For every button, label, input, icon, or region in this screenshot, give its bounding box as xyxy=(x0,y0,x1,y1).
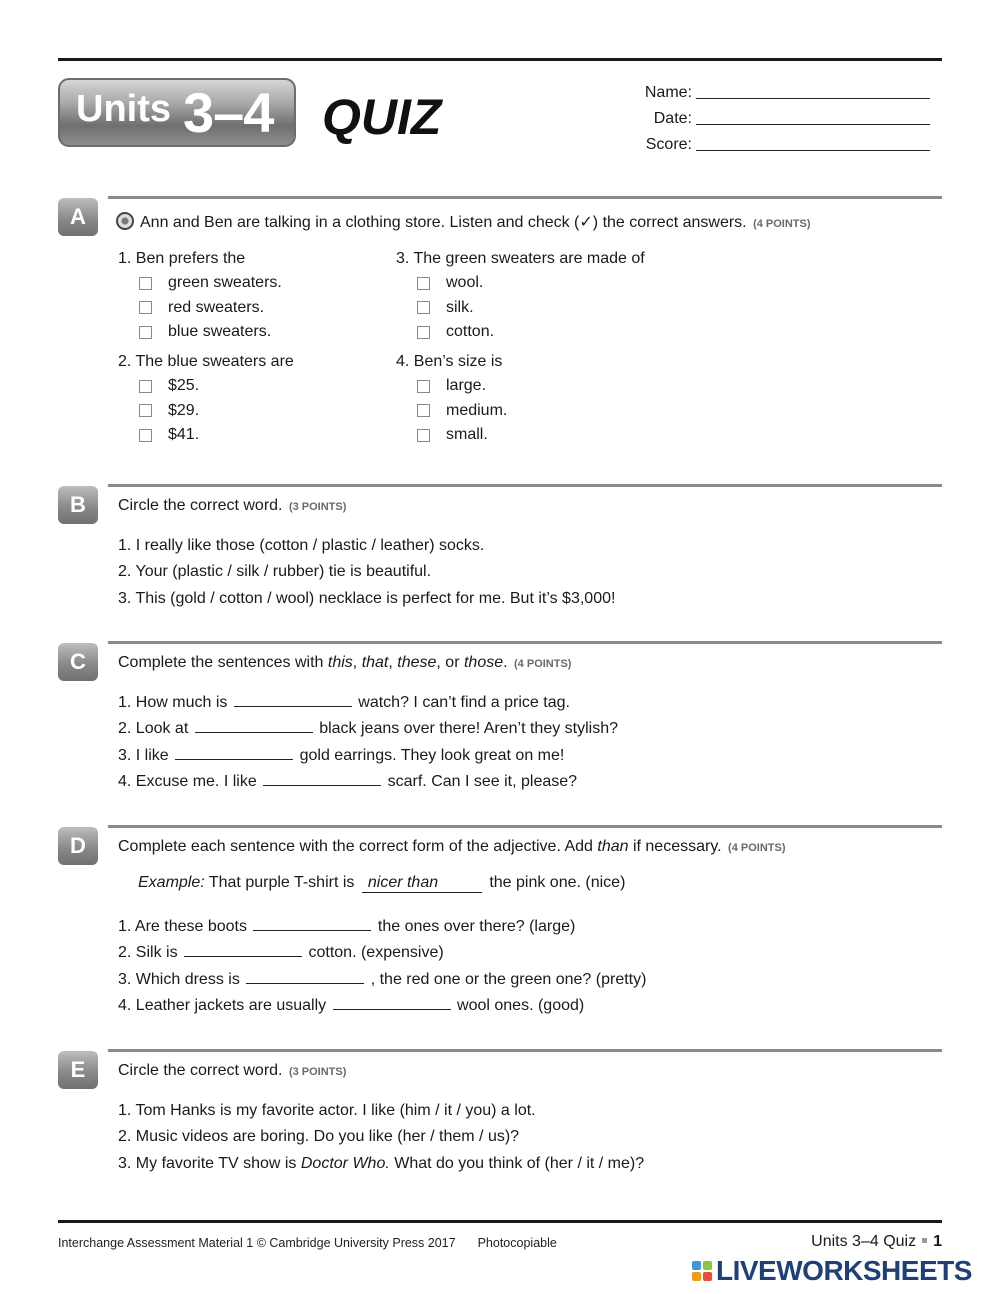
section-e-points: (3 POINTS) xyxy=(288,1066,347,1078)
question-a2 xyxy=(118,350,294,448)
instruction-text: Complete each sentence with the correct form of the adjective. Add xyxy=(118,838,598,855)
section-d-badge: D xyxy=(58,827,98,865)
item-text: watch? I can’t find a price tag. xyxy=(358,694,570,711)
example-text: the pink one. (nice) xyxy=(489,874,626,891)
section-c-items xyxy=(118,690,618,795)
section-d xyxy=(58,825,942,1025)
checkbox-icon[interactable] xyxy=(139,380,152,393)
section-a-rule xyxy=(108,196,942,199)
footer-copyright xyxy=(58,1236,557,1250)
section-b-instruction xyxy=(118,497,346,515)
checkbox-icon[interactable] xyxy=(139,429,152,442)
option-a3-2[interactable] xyxy=(396,296,645,321)
page-number: 1 xyxy=(933,1233,942,1250)
word-these: these xyxy=(397,654,437,671)
item-text: gold earrings. They look great on me! xyxy=(299,746,565,764)
section-c xyxy=(58,641,942,811)
answer-blank[interactable] xyxy=(234,693,352,707)
option-label: $41. xyxy=(168,426,200,443)
copyright-text: Interchange Assessment Material 1 © Cambridge University Press 2017 xyxy=(58,1236,456,1250)
audio-icon[interactable] xyxy=(116,212,134,230)
score-row xyxy=(640,128,930,154)
item-d1 xyxy=(118,914,646,940)
section-c-instruction xyxy=(118,654,571,672)
checkbox-icon[interactable] xyxy=(417,301,430,314)
item-text: wool ones. (good) xyxy=(457,996,585,1014)
item-d3 xyxy=(118,967,646,993)
score-field[interactable] xyxy=(696,135,930,151)
option-label: green sweaters. xyxy=(168,274,282,291)
item-text: cotton. (expensive) xyxy=(308,944,444,962)
section-c-badge: C xyxy=(58,643,98,681)
item-d4 xyxy=(118,993,646,1019)
checkbox-icon[interactable] xyxy=(139,404,152,417)
instruction-text: if necessary. xyxy=(628,838,722,855)
option-a4-1[interactable] xyxy=(396,374,507,399)
option-label: large. xyxy=(446,377,487,394)
section-b-instruction-text: Circle the correct word. xyxy=(118,497,283,514)
checkbox-icon[interactable] xyxy=(139,301,152,314)
units-number: 3–4 xyxy=(183,81,274,144)
question-a1-stem: 1. Ben prefers the xyxy=(118,250,246,267)
date-label: Date: xyxy=(653,110,692,127)
separator: . xyxy=(503,654,508,671)
section-d-rule xyxy=(108,825,942,828)
item-text: 3. I like xyxy=(118,746,169,764)
separator: , or xyxy=(436,654,464,671)
section-a xyxy=(58,196,942,466)
item-text: 4. Excuse me. I like xyxy=(118,772,257,790)
item-text: 3. My favorite TV show is xyxy=(118,1154,301,1172)
name-row xyxy=(640,76,930,102)
option-a2-1[interactable] xyxy=(118,374,294,399)
item-b2[interactable]: 2. Your (plastic / silk / rubber) tie is beautiful. xyxy=(118,563,432,581)
photocopiable-text: Photocopiable xyxy=(477,1236,557,1250)
answer-blank[interactable] xyxy=(195,719,313,733)
option-label: red sweaters. xyxy=(168,298,265,316)
option-a4-2[interactable] xyxy=(396,399,507,424)
section-c-points: (4 POINTS) xyxy=(514,658,572,670)
name-field[interactable] xyxy=(696,83,930,99)
option-label: cotton. xyxy=(446,323,495,340)
option-a3-1[interactable] xyxy=(396,271,645,296)
question-a4-stem: 4. Ben’s size is xyxy=(396,353,503,370)
item-c4 xyxy=(118,769,618,795)
section-b-items xyxy=(118,533,615,612)
checkbox-icon[interactable] xyxy=(417,404,430,417)
answer-blank[interactable] xyxy=(246,970,364,984)
answer-blank[interactable] xyxy=(263,772,381,786)
instruction-text: Complete the sentences with xyxy=(118,654,328,671)
question-a1 xyxy=(118,247,282,345)
option-a1-3[interactable] xyxy=(118,320,282,345)
word-those: those xyxy=(463,654,504,671)
answer-blank[interactable] xyxy=(333,996,451,1010)
option-label: blue sweaters. xyxy=(168,323,272,340)
item-b3[interactable]: 3. This (gold / cotton / wool) necklace is perfect for me. But it’s $3,000! xyxy=(118,589,616,607)
item-e1[interactable]: 1. Tom Hanks is my favorite actor. I like (him / it / you) a lot. xyxy=(118,1102,536,1119)
word-that: that xyxy=(361,654,389,671)
bottom-rule xyxy=(58,1220,942,1223)
question-a4 xyxy=(396,350,507,448)
example-text: That purple T-shirt is xyxy=(208,874,355,891)
checkbox-icon[interactable] xyxy=(417,277,430,290)
section-a-badge: A xyxy=(58,198,98,236)
item-c2 xyxy=(118,716,618,742)
separator: , xyxy=(352,654,362,671)
item-text: , the red one or the green one? (pretty) xyxy=(370,970,647,988)
top-rule xyxy=(58,58,942,61)
item-d2 xyxy=(118,940,646,966)
item-c3 xyxy=(118,743,618,769)
question-a2-stem: 2. The blue sweaters are xyxy=(118,353,294,370)
show-title: Doctor Who. xyxy=(300,1154,390,1172)
item-text: 1. Are these boots xyxy=(118,918,247,935)
section-e-badge: E xyxy=(58,1051,98,1089)
item-e2[interactable]: 2. Music videos are boring. Do you like (her / them / us)? xyxy=(118,1128,520,1146)
score-label: Score: xyxy=(645,136,692,153)
units-badge xyxy=(58,78,296,147)
question-a3 xyxy=(396,247,645,345)
section-a-instruction-text: Ann and Ben are talking in a clothing store. Listen and check (✓) the correct answers. xyxy=(140,214,747,231)
option-a2-3[interactable] xyxy=(118,423,294,448)
example-label: Example: xyxy=(138,874,205,891)
section-a-points: (4 POINTS) xyxy=(753,218,811,230)
separator: , xyxy=(388,654,398,671)
item-b1[interactable]: 1. I really like those (cotton / plastic / leather) socks. xyxy=(118,537,485,554)
item-e3[interactable] xyxy=(118,1151,644,1177)
item-text: black jeans over there! Aren’t they stylish? xyxy=(319,720,619,738)
section-d-instruction xyxy=(118,838,786,856)
example-sentence xyxy=(138,874,625,893)
answer-blank[interactable] xyxy=(175,746,293,760)
units-word: Units xyxy=(76,88,171,130)
item-text: 3. Which dress is xyxy=(118,970,240,988)
item-text: scarf. Can I see it, please? xyxy=(387,772,578,790)
section-e-instruction xyxy=(118,1062,346,1080)
item-text: 2. Silk is xyxy=(118,944,178,962)
student-info xyxy=(640,76,930,154)
answer-blank[interactable] xyxy=(184,943,302,957)
checkbox-icon[interactable] xyxy=(139,326,152,339)
question-a3-stem: 3. The green sweaters are made of xyxy=(396,250,645,267)
section-c-rule xyxy=(108,641,942,644)
item-text: What do you think of (her / it / me)? xyxy=(389,1154,645,1172)
word-than: than xyxy=(597,838,629,855)
option-label: small. xyxy=(446,426,488,443)
option-label: $29. xyxy=(168,401,200,419)
section-e-rule xyxy=(108,1049,942,1052)
option-a1-1[interactable] xyxy=(118,271,282,296)
answer-blank[interactable] xyxy=(253,917,371,931)
checkbox-icon[interactable] xyxy=(417,429,430,442)
option-a4-3[interactable] xyxy=(396,423,507,448)
option-a1-2[interactable] xyxy=(118,296,282,321)
date-row xyxy=(640,102,930,128)
bullet-icon xyxy=(922,1238,927,1243)
section-a-instruction xyxy=(116,209,811,232)
liveworksheets-logo-icon xyxy=(692,1261,712,1281)
quiz-title: QUIZ xyxy=(322,89,442,145)
section-b-badge: B xyxy=(58,486,98,524)
option-label: silk. xyxy=(446,298,474,316)
section-d-items xyxy=(118,914,646,1019)
footer-quiz-label: Units 3–4 Quiz xyxy=(811,1233,917,1250)
section-b xyxy=(58,484,942,624)
checkbox-icon[interactable] xyxy=(139,277,152,290)
option-label: wool. xyxy=(446,274,484,291)
item-text: 1. How much is xyxy=(118,694,228,711)
date-field[interactable] xyxy=(696,109,930,125)
example-answer: nicer than xyxy=(362,874,482,893)
option-label: medium. xyxy=(446,401,508,419)
option-a2-2[interactable] xyxy=(118,399,294,424)
liveworksheets-logo xyxy=(692,1254,992,1288)
option-a3-3[interactable] xyxy=(396,320,645,345)
item-text: 2. Look at xyxy=(118,720,189,738)
item-c1 xyxy=(118,690,618,716)
item-text: the ones over there? (large) xyxy=(377,918,576,935)
section-e-instruction-text: Circle the correct word. xyxy=(118,1062,283,1079)
item-text: 4. Leather jackets are usually xyxy=(118,996,327,1014)
section-b-rule xyxy=(108,484,942,487)
checkbox-icon[interactable] xyxy=(417,380,430,393)
footer-page-info xyxy=(811,1233,942,1251)
section-b-points: (3 POINTS) xyxy=(288,501,347,513)
section-e-items xyxy=(118,1098,644,1177)
name-label: Name: xyxy=(644,84,692,101)
checkbox-icon[interactable] xyxy=(417,326,430,339)
section-d-points: (4 POINTS) xyxy=(728,842,786,854)
section-e xyxy=(58,1049,942,1189)
word-this: this xyxy=(327,654,353,671)
option-label: $25. xyxy=(168,377,200,394)
liveworksheets-text: LIVEWORKSHEETS xyxy=(716,1255,972,1286)
